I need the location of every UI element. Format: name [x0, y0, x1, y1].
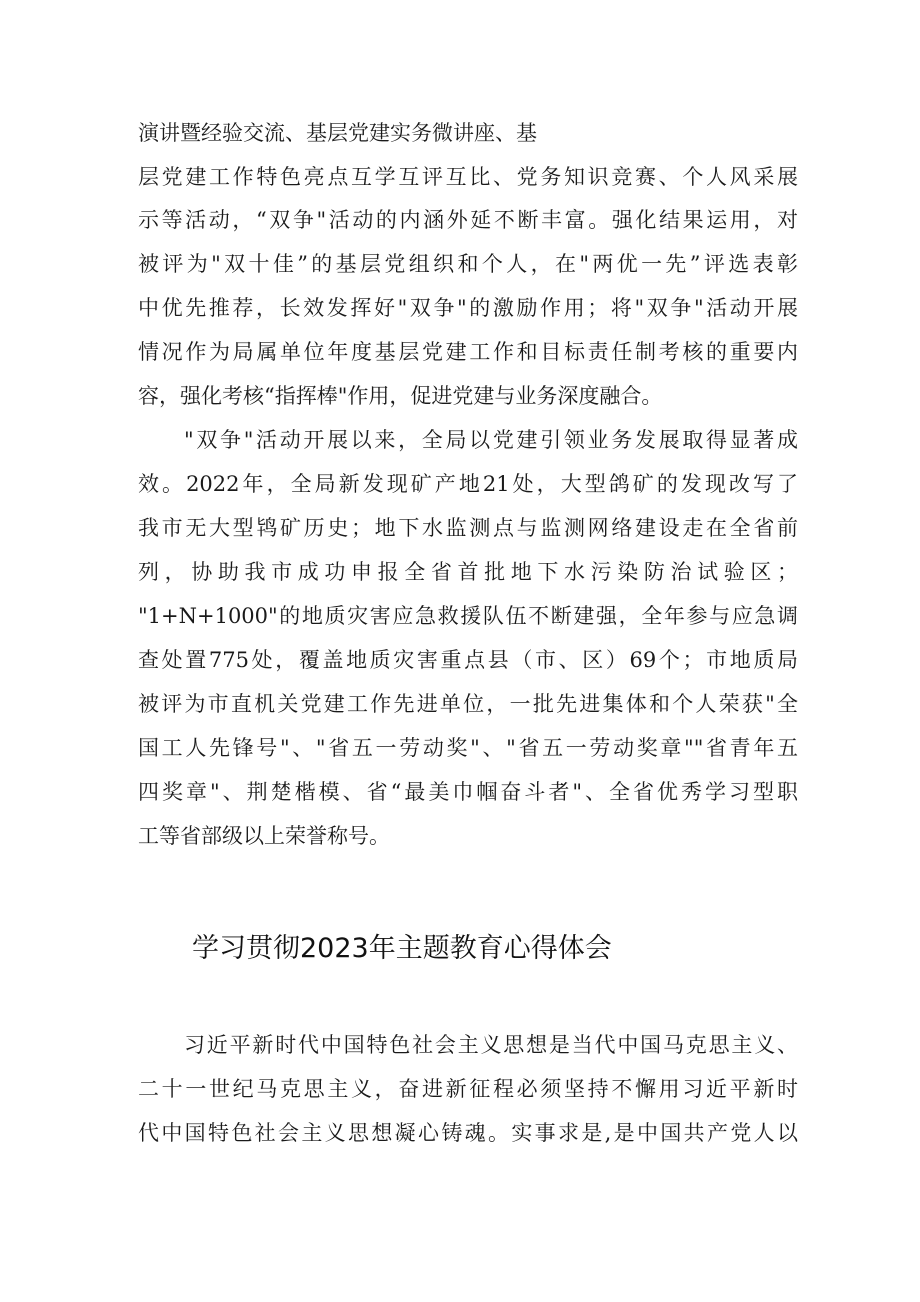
paragraph-line: 二十一世纪马克思主义，奋进新征程必须坚持不懈用习近平新时 — [138, 1077, 798, 1101]
paragraph-line: "1+N+1000"的地质灾害应急救援队伍不断建强，全年参与应急调 — [138, 604, 798, 628]
section-heading: 学习贯彻2023年主题教育心得体会 — [192, 933, 612, 964]
paragraph-line: 代中国特色社会主义思想凝心铸魂。实事求是,是中国共产党人以 — [138, 1121, 798, 1145]
paragraph-line: 演讲暨经验交流、基层党建实务微讲座、基 — [138, 121, 537, 145]
paragraph-line: 示等活动，“双争"活动的内涵外延不断丰富。强化结果运用，对 — [138, 208, 798, 232]
paragraph-line: "双争"活动开展以来，全局以党建引领业务发展取得显著成 — [184, 428, 798, 452]
paragraph-line: 中优先推荐，长效发挥好"双争"的激励作用；将"双争"活动开展 — [138, 296, 798, 320]
paragraph-line: 容，强化考核“指挥棒"作用，促进党建与业务深度融合。 — [138, 384, 663, 408]
paragraph-line: 国工人先锋号"、"省五一劳动奖"、"省五一劳动奖章""省青年五 — [138, 736, 798, 760]
paragraph-line: 效。2022年，全局新发现矿产地21处，大型鸽矿的发现改写了 — [138, 472, 798, 496]
paragraph-line: 四奖章"、荆楚楷模、省“最美巾帼奋斗者"、全省优秀学习型职 — [138, 780, 798, 804]
paragraph-line: 被评为"双十佳”的基层党组织和个人，在"两优一先”评选表彰 — [138, 252, 798, 276]
paragraph-line: 查处置775处，覆盖地质灾害重点县（市、区）69个；市地质局 — [138, 648, 798, 672]
paragraph-line: 工等省部级以上荣誉称号。 — [138, 824, 390, 848]
paragraph-line: 列，协助我市成功申报全省首批地下水污染防治试验区； — [138, 560, 798, 584]
paragraph-line: 情况作为局属单位年度基层党建工作和目标责任制考核的重要内 — [138, 340, 798, 364]
paragraph-line: 层党建工作特色亮点互学互评互比、党务知识竞赛、个人风采展 — [138, 165, 798, 189]
paragraph-line: 被评为市直机关党建工作先进单位，一批先进集体和个人荣获"全 — [138, 692, 798, 716]
paragraph-line: 我市无大型鸨矿历史；地下水监测点与监测网络建设走在全省前 — [138, 516, 798, 540]
paragraph-line: 习近平新时代中国特色社会主义思想是当代中国马克思主义、 — [184, 1033, 798, 1057]
